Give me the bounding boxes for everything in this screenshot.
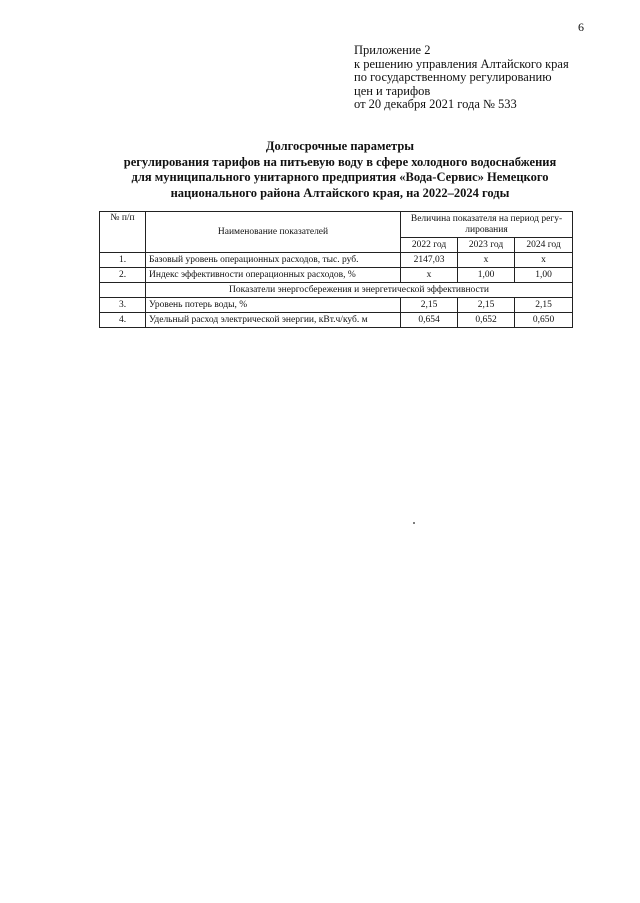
header-year: 2022 год xyxy=(401,238,458,253)
table-header-row xyxy=(100,212,573,238)
row-value: 1,00 xyxy=(515,268,573,283)
table-row xyxy=(100,253,573,268)
row-name: Уровень потерь воды, % xyxy=(146,298,401,313)
parameters-table xyxy=(99,211,573,328)
header-period: Величина показателя на период регу-лирования xyxy=(401,212,573,238)
section-title: Показатели энергосбережения и энергетической эффективности xyxy=(146,283,573,298)
row-name: Базовый уровень операционных расходов, тыс. руб. xyxy=(146,253,401,268)
page-number: 6 xyxy=(578,20,584,34)
appendix-line: Приложение 2 xyxy=(354,43,431,57)
row-num: 4. xyxy=(100,313,146,328)
row-value: 0,650 xyxy=(515,313,573,328)
row-value: х xyxy=(458,253,515,268)
row-num: 2. xyxy=(100,268,146,283)
header-num: № п/п xyxy=(100,212,146,253)
row-value: 2,15 xyxy=(458,298,515,313)
row-value: 0,654 xyxy=(401,313,458,328)
appendix-block xyxy=(354,44,569,112)
table-row xyxy=(100,313,573,328)
section-empty-cell xyxy=(100,283,146,298)
row-value: х xyxy=(515,253,573,268)
appendix-line: к решению управления Алтайского края xyxy=(354,56,569,71)
row-value: 2,15 xyxy=(401,298,458,313)
row-num: 1. xyxy=(100,253,146,268)
header-year: 2024 год xyxy=(515,238,573,253)
row-name: Удельный расход электрической энергии, кВт.ч/куб. м xyxy=(146,313,401,328)
row-num: 3. xyxy=(100,298,146,313)
row-value: х xyxy=(401,268,458,283)
title-line: для муниципального унитарного предприятия «Вода-Сервис» Немецкого xyxy=(131,170,549,184)
appendix-line: цен и тарифов xyxy=(354,83,431,98)
row-name: Индекс эффективности операционных расходов, % xyxy=(146,268,401,283)
appendix-line: по государственному регулированию xyxy=(354,70,552,85)
row-value: 2147,03 xyxy=(401,253,458,268)
row-value: 0,652 xyxy=(458,313,515,328)
row-value: 2,15 xyxy=(515,298,573,313)
document-title xyxy=(80,139,600,201)
scan-speck xyxy=(413,522,415,524)
appendix-line: от 20 декабря 2021 года № 533 xyxy=(354,97,517,112)
header-name: Наименование показателей xyxy=(146,212,401,253)
table-section-row xyxy=(100,283,573,298)
title-line: Долгосрочные параметры xyxy=(265,139,415,153)
title-line: регулирования тарифов на питьевую воду в сфере холодного водоснабжения xyxy=(123,154,557,169)
header-year: 2023 год xyxy=(458,238,515,253)
table-row xyxy=(100,268,573,283)
title-line: национального района Алтайского края, на 2022–2024 годы xyxy=(170,185,510,200)
table-row xyxy=(100,298,573,313)
row-value: 1,00 xyxy=(458,268,515,283)
